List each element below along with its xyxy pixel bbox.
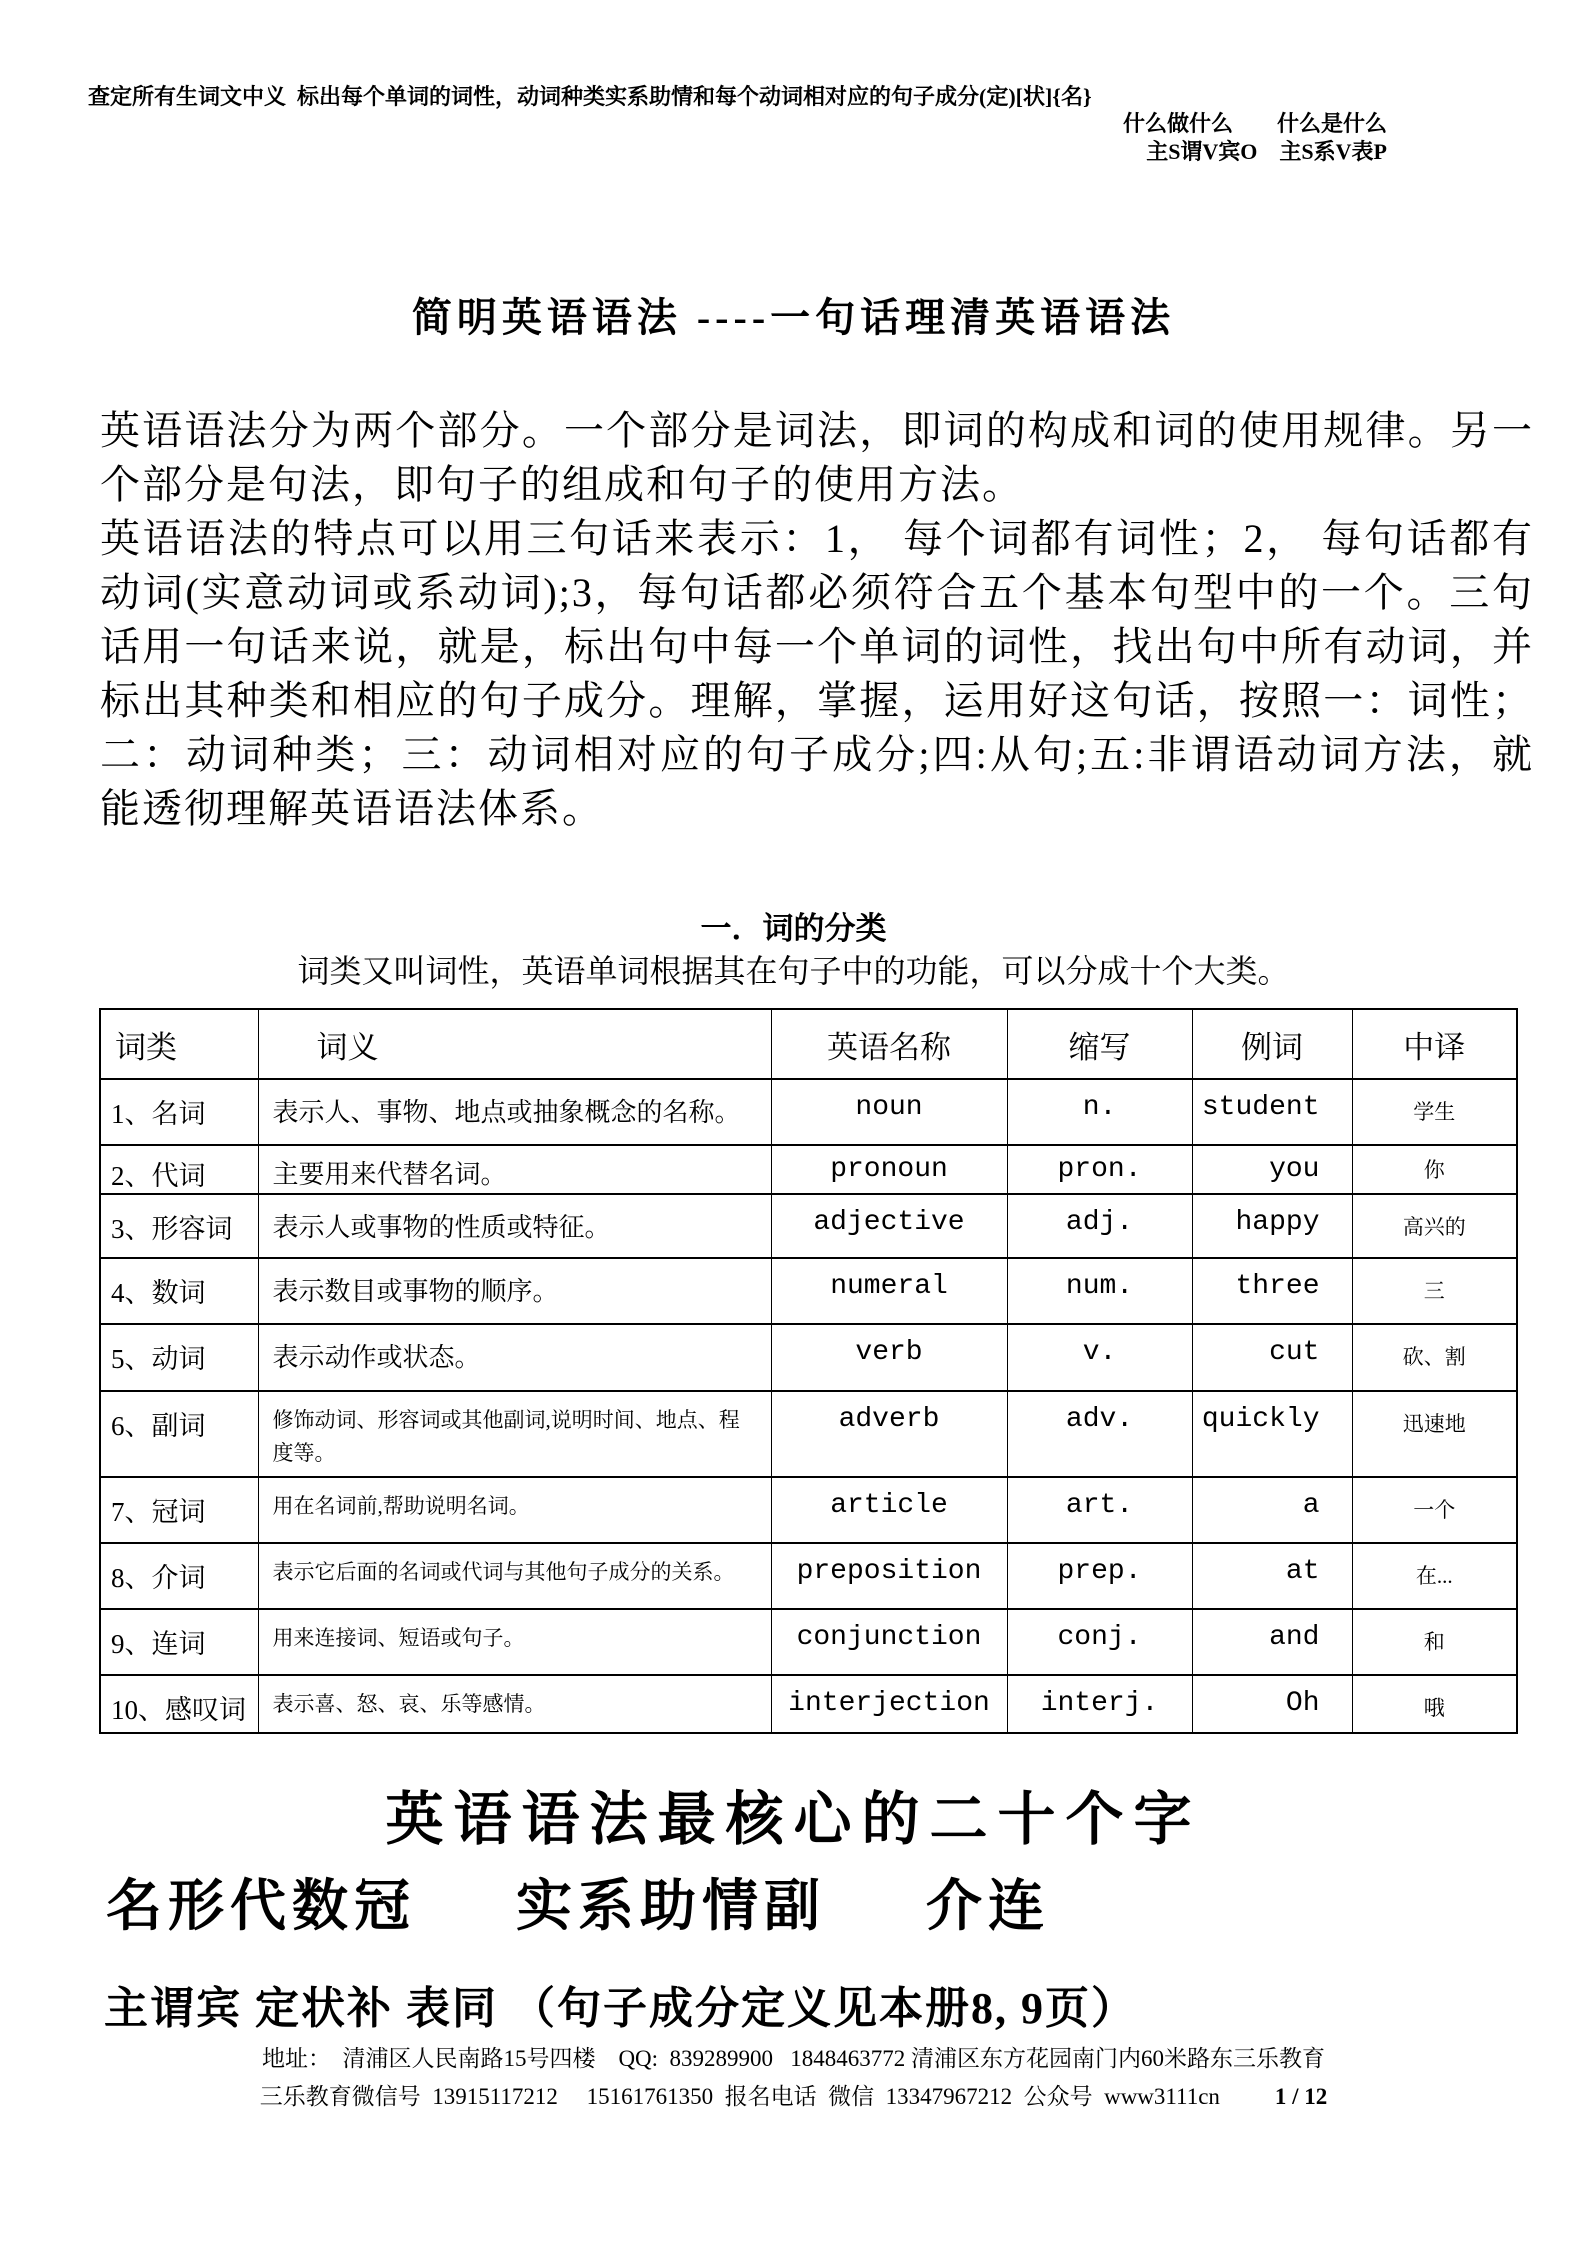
cell-translation: 砍、割: [1352, 1324, 1517, 1391]
core-words-line-2: 主谓宾 定状补 表同 （句子成分定义见本册8, 9页）: [104, 1984, 1137, 2033]
footer-contact-text: 三乐教育微信号 13915117212 15161761350 报名电话 微信 13347967212 公众号 www3111cn: [259, 2084, 1220, 2109]
core-words-line-1: 名形代数冠 实系助情副 介连: [106, 1876, 1050, 1938]
cell-meaning: 表示数目或事物的顺序。: [258, 1258, 771, 1324]
intro-paragraph-1: 英语语法分为两个部分。一个部分是词法，即词的构成和词的使用规律。另一个部分是句法，即句子的组成和句子的使用方法。: [100, 408, 1534, 507]
parts-of-speech-table: [99, 1008, 1518, 1734]
cell-english-name: adjective: [771, 1194, 1007, 1258]
cell-translation: 迅速地: [1352, 1391, 1517, 1477]
table-row: [100, 1391, 1517, 1477]
cell-example: at: [1192, 1543, 1352, 1609]
cell-english-name: pronoun: [771, 1145, 1007, 1194]
table-header-row: [100, 1009, 1517, 1079]
col-header-word-class: 词类: [100, 1009, 258, 1079]
cell-translation: 三: [1352, 1258, 1517, 1324]
cell-meaning: 用来连接词、短语或句子。: [258, 1609, 771, 1675]
table-row: [100, 1194, 1517, 1258]
col-header-abbreviation: 缩写: [1007, 1009, 1192, 1079]
table-row: [100, 1609, 1517, 1675]
intro-paragraph-2: 英语语法的特点可以用三句话来表示：1， 每个词都有词性；2， 每句话都有动词(实意动词或系动词);3，每句话都必须符合五个基本句型中的一个。三句话用一句话来说，就是，标出句中每一个单词的词性，找出句中所有动词，并标出其种类和相应的句子成分。理解，掌握，运用好这句话，按照一：词性；二：动词种类；三：动词相对应的句子成分;四:从句;五:非谓语动词方法，就能透彻理解英语语法体系。: [100, 516, 1534, 831]
col-header-meaning: 词义: [258, 1009, 771, 1079]
col-header-example: 例词: [1192, 1009, 1352, 1079]
cell-abbreviation: interj.: [1007, 1675, 1192, 1733]
cell-word-class: 10、感叹词: [100, 1675, 258, 1733]
table-row: [100, 1543, 1517, 1609]
cell-meaning: 表示人或事物的性质或特征。: [258, 1194, 771, 1258]
table-row: [100, 1079, 1517, 1145]
cell-english-name: adverb: [771, 1391, 1007, 1477]
cell-example: happy: [1192, 1194, 1352, 1258]
annotation-block-right: [1123, 110, 1387, 166]
cell-example: student: [1192, 1079, 1352, 1145]
cell-english-name: conjunction: [771, 1609, 1007, 1675]
annotation-line-2: 什么做什么 什么是什么: [1122, 111, 1387, 136]
cell-word-class: 6、副词: [100, 1391, 258, 1477]
page-title: 简明英语语法 ----一句话理清英语语法: [411, 295, 1176, 340]
cell-example: you: [1192, 1145, 1352, 1194]
table-row: [100, 1477, 1517, 1543]
cell-english-name: article: [771, 1477, 1007, 1543]
table-row: [100, 1145, 1517, 1194]
cell-example: Oh: [1192, 1675, 1352, 1733]
cell-translation: 高兴的: [1352, 1194, 1517, 1258]
core-words-heading: 英语语法最核心的二十个字: [385, 1787, 1202, 1852]
cell-translation: 一个: [1352, 1477, 1517, 1543]
cell-word-class: 3、形容词: [100, 1194, 258, 1258]
cell-abbreviation: n.: [1007, 1079, 1192, 1145]
section-heading: 一．词的分类: [700, 911, 887, 946]
annotation-line-1: 查定所有生词文中义 标出每个单词的词性，动词种类实系助情和每个动词相对应的句子成分(定)[状]{名}: [88, 84, 1092, 109]
cell-word-class: 5、动词: [100, 1324, 258, 1391]
cell-word-class: 8、介词: [100, 1543, 258, 1609]
cell-word-class: 9、连词: [100, 1609, 258, 1675]
cell-translation: 学生: [1352, 1079, 1517, 1145]
table-row: [100, 1324, 1517, 1391]
footer-contact-line: [0, 2078, 1587, 2111]
col-header-translation: 中译: [1352, 1009, 1517, 1079]
cell-example: three: [1192, 1258, 1352, 1324]
cell-meaning: 修饰动词、形容词或其他副词,说明时间、地点、程度等。: [258, 1391, 771, 1477]
cell-abbreviation: num.: [1007, 1258, 1192, 1324]
cell-translation: 你: [1352, 1145, 1517, 1194]
cell-translation: 哦: [1352, 1675, 1517, 1733]
cell-english-name: interjection: [771, 1675, 1007, 1733]
cell-abbreviation: pron.: [1007, 1145, 1192, 1194]
annotation-line-3: 主S谓V宾O 主S系V表P: [1146, 139, 1387, 164]
footer-address-line: 地址： 清浦区人民南路15号四楼 QQ: 839289900 1848463772 清浦区东方花园南门内60米路东三乐教育: [261, 2046, 1326, 2071]
cell-abbreviation: conj.: [1007, 1609, 1192, 1675]
cell-translation: 在...: [1352, 1543, 1517, 1609]
cell-word-class: 2、代词: [100, 1145, 258, 1194]
cell-meaning: 用在名词前,帮助说明名词。: [258, 1477, 771, 1543]
cell-abbreviation: v.: [1007, 1324, 1192, 1391]
cell-word-class: 1、名词: [100, 1079, 258, 1145]
cell-english-name: noun: [771, 1079, 1007, 1145]
cell-abbreviation: art.: [1007, 1477, 1192, 1543]
cell-translation: 和: [1352, 1609, 1517, 1675]
cell-abbreviation: adj.: [1007, 1194, 1192, 1258]
table-row: [100, 1258, 1517, 1324]
cell-meaning: 表示它后面的名词或代词与其他句子成分的关系。: [258, 1543, 771, 1609]
cell-meaning: 主要用来代替名词。: [258, 1145, 771, 1194]
cell-example: a: [1192, 1477, 1352, 1543]
cell-example: cut: [1192, 1324, 1352, 1391]
section-subheading: 词类又叫词性，英语单词根据其在句子中的功能，可以分成十个大类。: [297, 953, 1290, 989]
cell-english-name: preposition: [771, 1543, 1007, 1609]
cell-example: and: [1192, 1609, 1352, 1675]
cell-meaning: 表示人、事物、地点或抽象概念的名称。: [258, 1079, 771, 1145]
cell-english-name: numeral: [771, 1258, 1007, 1324]
intro-text: [100, 404, 1534, 836]
word-table-body: [100, 1079, 1517, 1733]
cell-example: quickly: [1192, 1391, 1352, 1477]
table-row: [100, 1675, 1517, 1733]
cell-meaning: 表示动作或状态。: [258, 1324, 771, 1391]
cell-abbreviation: adv.: [1007, 1391, 1192, 1477]
cell-meaning: 表示喜、怒、哀、乐等感情。: [258, 1675, 771, 1733]
cell-word-class: 4、数词: [100, 1258, 258, 1324]
col-header-english-name: 英语名称: [771, 1009, 1007, 1079]
cell-word-class: 7、冠词: [100, 1477, 258, 1543]
page-number: 1 / 12: [1274, 2084, 1328, 2109]
cell-english-name: verb: [771, 1324, 1007, 1391]
cell-abbreviation: prep.: [1007, 1543, 1192, 1609]
